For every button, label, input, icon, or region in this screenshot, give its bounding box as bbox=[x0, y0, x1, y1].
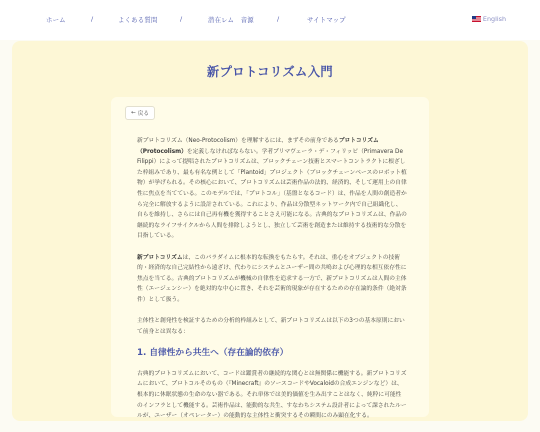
nav-separator: / bbox=[180, 15, 183, 23]
paragraph-principles: 主体性と創発性を検証するための分析的枠組みとして、新プロトコリズムは以下の3つの基本原則において前身とは異なる： bbox=[137, 318, 405, 335]
text: 新プロトコリズム（Neo-Protocolism）を理解するには、まずその前身である bbox=[137, 138, 339, 144]
nav-link-latent-resource[interactable]: 潜在レム 音源 bbox=[208, 16, 254, 24]
bold-term: 新プロトコリズム bbox=[137, 254, 183, 261]
back-button-label: 戻る bbox=[137, 111, 149, 117]
us-flag-icon bbox=[472, 16, 481, 22]
paragraph-neo bbox=[137, 253, 407, 306]
bold-term: プロトコリズム（Protocolism） bbox=[137, 138, 379, 155]
article-body bbox=[137, 136, 407, 432]
paragraph-intro bbox=[137, 136, 407, 242]
nav-separator: / bbox=[277, 15, 280, 23]
nav-link-faq[interactable]: よくある質問 bbox=[118, 16, 158, 24]
top-navigation bbox=[0, 0, 540, 40]
text: を定義しなければならない。学者プリマヴェーラ・デ・フィリッピ（Primavera De Filippi）によって提唱されたプロトコリズムは、ブロックチェーン技術とスマートコントラクトに根ざした枠組みであり、最も有名な例として「Plantoid」プロジェクト（ブロックチェーンベースのロボット植物）が挙げられる。その核心において、プロトコリズムは芸術作品の法的、経済的、そして運用上の自律性に焦点を当てている。このモデルでは、「プロトコル」（基盤となるコード）は、作品を人間の創造者から完全に解放するように設計されている。これにより、作品は分散型ネットワーク内で自己組織化し、自らを維持し、さらには自己再有機を獲得することさえ可能になる。古典的なプロトコリズムは、作品の継続的なライフサイクルから人間を排除しようとし、独立して芸術を創造または維持する技術的な分散を目指している。 bbox=[137, 148, 407, 240]
arrow-left-icon: ← bbox=[131, 110, 136, 116]
nav-separator: / bbox=[91, 15, 94, 23]
language-label: English bbox=[482, 15, 506, 23]
back-button[interactable] bbox=[125, 106, 155, 120]
paragraph-section1: 古典的プロトコリズムにおいて、コードは鑑賞者の継続的な関心とは無関係に機能する。新プロトコリズムにおいて、プロトコルそのもの（『Minecraft』のソースコードやVocaloidの合成エンジンなど）は、根本的に休眠状態の生命のない器である。それ単体では美的価値を生み出すことはなく、純粋に可能性のインフラとして機能する。芸術作品は、能動的な共生、すなわちシステム設計者によって課されたルールが、ユーザー（オペレーター）の能動的な主体性と衝突するその瞬間にのみ顕在化する。 bbox=[137, 370, 407, 420]
section-heading: 1. 自律性から共生へ（存在論的依存） bbox=[137, 347, 289, 358]
language-switch[interactable] bbox=[472, 15, 506, 23]
text: は、このパラダイムに根本的な転換をもたらす。それは、重心をオブジェクトの技術的・経済的な自己完結性から遠ざけ、代わりにシステムとユーザー間の共鳴および心理的な相互依存性に焦点を当てる。古典的プロトコリズムが機械の自律性を追求する一方で、新プロトコリズムは人間の主体性（エージェンシー）を絶対的な中心に置き、それを芸術的現象が存在するための存在論的条件（絶対条件）として扱う。 bbox=[137, 254, 407, 303]
nav-link-sitemap[interactable]: サイトマップ bbox=[307, 16, 346, 24]
nav-link-home[interactable]: ホーム bbox=[46, 16, 66, 24]
page-title: 新プロトコリズム入門 bbox=[206, 65, 334, 79]
